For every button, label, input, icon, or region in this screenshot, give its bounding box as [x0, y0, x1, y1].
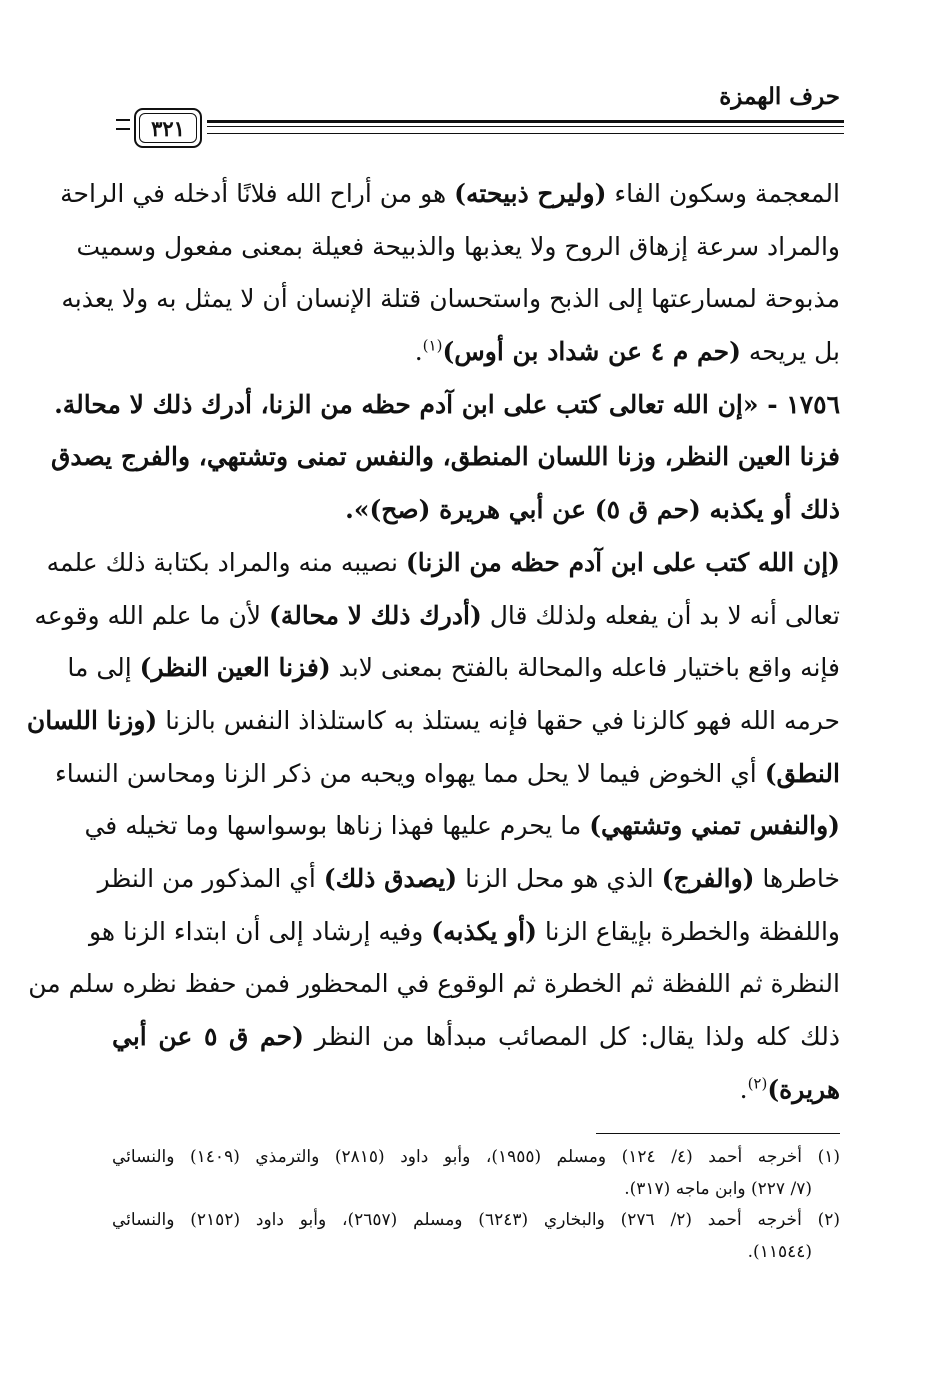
footnote-2: (٢) أخرجه أحمد (٢/ ٢٧٦) والبخاري (٦٢٤٣) ومسلم (٢٦٥٧)، وأبو داود (٢١٥٢) والنسائي [112, 1210, 841, 1230]
text-line: واللفظة والخطرة بإيقاع الزنا (أو يكذبه) وفيه إرشاد إلى أن ابتداء الزنا هو [88, 916, 840, 946]
hadith-entry: فزنا العين النظر، وزنا اللسان المنطق، والنفس تمنى وتشتهي، والفرج يصدق [50, 442, 840, 472]
source-reference: (حم ق ٥ عن أبي [112, 1022, 304, 1051]
hadith-entry: ١٧٥٦ - «إن الله تعالى كتب على ابن آدم حظه من الزنا، أدرك ذلك لا محالة. [54, 389, 840, 419]
footnote-1-continued: (٧/ ٢٢٧) وابن ماجه (٣١٧). [624, 1178, 812, 1199]
text-line: النطق) أي الخوض فيما لا يحل مما يهواه ويحبه من ذكر الزنا ومحاسن النساء [55, 758, 840, 788]
hadith-entry: ذلك أو يكذبه (حم ق ٥) عن أبي هريرة (صح)». [345, 495, 840, 525]
source-reference: (حم م ٤ عن شداد بن أوس) [442, 337, 741, 367]
text-line: (إن الله كتب على ابن آدم حظه من الزنا) نصيبه منه والمراد بكتابة ذلك علمه [46, 547, 840, 577]
header-rule-end [116, 119, 130, 130]
hadith-quote: (والنفس تمني وتشتهي) [589, 811, 840, 841]
hadith-quote: (أو يكذبه) [431, 916, 537, 946]
footnote-marker: (١) [422, 336, 443, 355]
page-number: ٣٢١ [151, 116, 185, 141]
text-line: والمراد سرعة إزهاق الروح ولا يعذبها والذبيحة فعيلة بمعنى مفعول وسميت [76, 231, 840, 261]
hadith-quote: (فزنا العين النظر) [139, 653, 331, 683]
footnotes [112, 1142, 840, 1268]
footnote-2-continued: (١١٥٤٤). [747, 1241, 812, 1262]
header-rule [207, 120, 844, 134]
text-line: خاطرها (والفرج) الذي هو محل الزنا (يصدق ذلك) أي المذكور من النظر [97, 863, 840, 893]
running-title: حرف الهمزة [719, 83, 840, 110]
text-line: المعجمة وسكون الفاء (وليرح ذبيحته) هو من أراح الله فلانًا أدخله في الراحة [60, 179, 840, 208]
hadith-quote: (يصدق ذلك) [323, 863, 458, 893]
hadith-quote: النطق) [764, 758, 840, 788]
text-line: تعالى أنه لا بد أن يفعله ولذلك قال (أدرك ذلك لا محالة) لأن ما علم الله وقوعه [34, 600, 840, 630]
footnote-1: (١) أخرجه أحمد (٤/ ١٢٤) ومسلم (١٩٥٥)، وأبو داود (٢٨١٥) والترمذي (١٤٠٩) والنسائي [112, 1147, 840, 1167]
hadith-quote: (وليرح ذبيحته) [454, 179, 607, 208]
text-line: مذبوحة لمسارعتها إلى الذبح واستحسان قتلة الإنسان أن لا يمثل به ولا يعذبه [61, 284, 840, 314]
hadith-quote: إن الله كتب على ابن آدم حظه من الزنا) [405, 547, 829, 577]
text-line: ذلك كله ولذا يقال: كل المصائب مبدأها من النظر (حم ق ٥ عن أبي [112, 1022, 840, 1051]
text-line: هريرة)$^{(٢)}$. [739, 1074, 840, 1104]
hadith-quote: (وزنا اللسان [26, 705, 158, 735]
main-text [26, 168, 840, 1116]
text-line: فإنه واقع باختيار فاعله والمحالة بالفتح بمعنى لابد (فزنا العين النظر) إلى ما [67, 653, 840, 683]
text-line: حرمه الله فهو كالزنا في حقها فإنه يستلذ به كاستلذاذ النفس بالزنا (وزنا اللسان [26, 705, 840, 735]
text-line: النظرة ثم اللفظة ثم الخطرة ثم الوقوع في المحظور فمن حفظ نظره سلم من [28, 969, 840, 999]
text-line: بل يريحه (حم م ٤ عن شداد بن أوس)$^{(١)}$. [414, 336, 840, 367]
hadith-quote: (أدرك ذلك لا محالة) [269, 600, 482, 630]
footnote-separator [596, 1133, 840, 1134]
hadith-quote: (والفرج) [661, 863, 755, 893]
footnote-marker: (٢) [747, 1074, 768, 1093]
source-reference: هريرة) [767, 1074, 840, 1104]
page-number-frame [134, 108, 202, 148]
text-line: (والنفس تمني وتشتهي) ما يحرم عليها فهذا زناها بوسواسها وما تخيله في [84, 811, 840, 841]
